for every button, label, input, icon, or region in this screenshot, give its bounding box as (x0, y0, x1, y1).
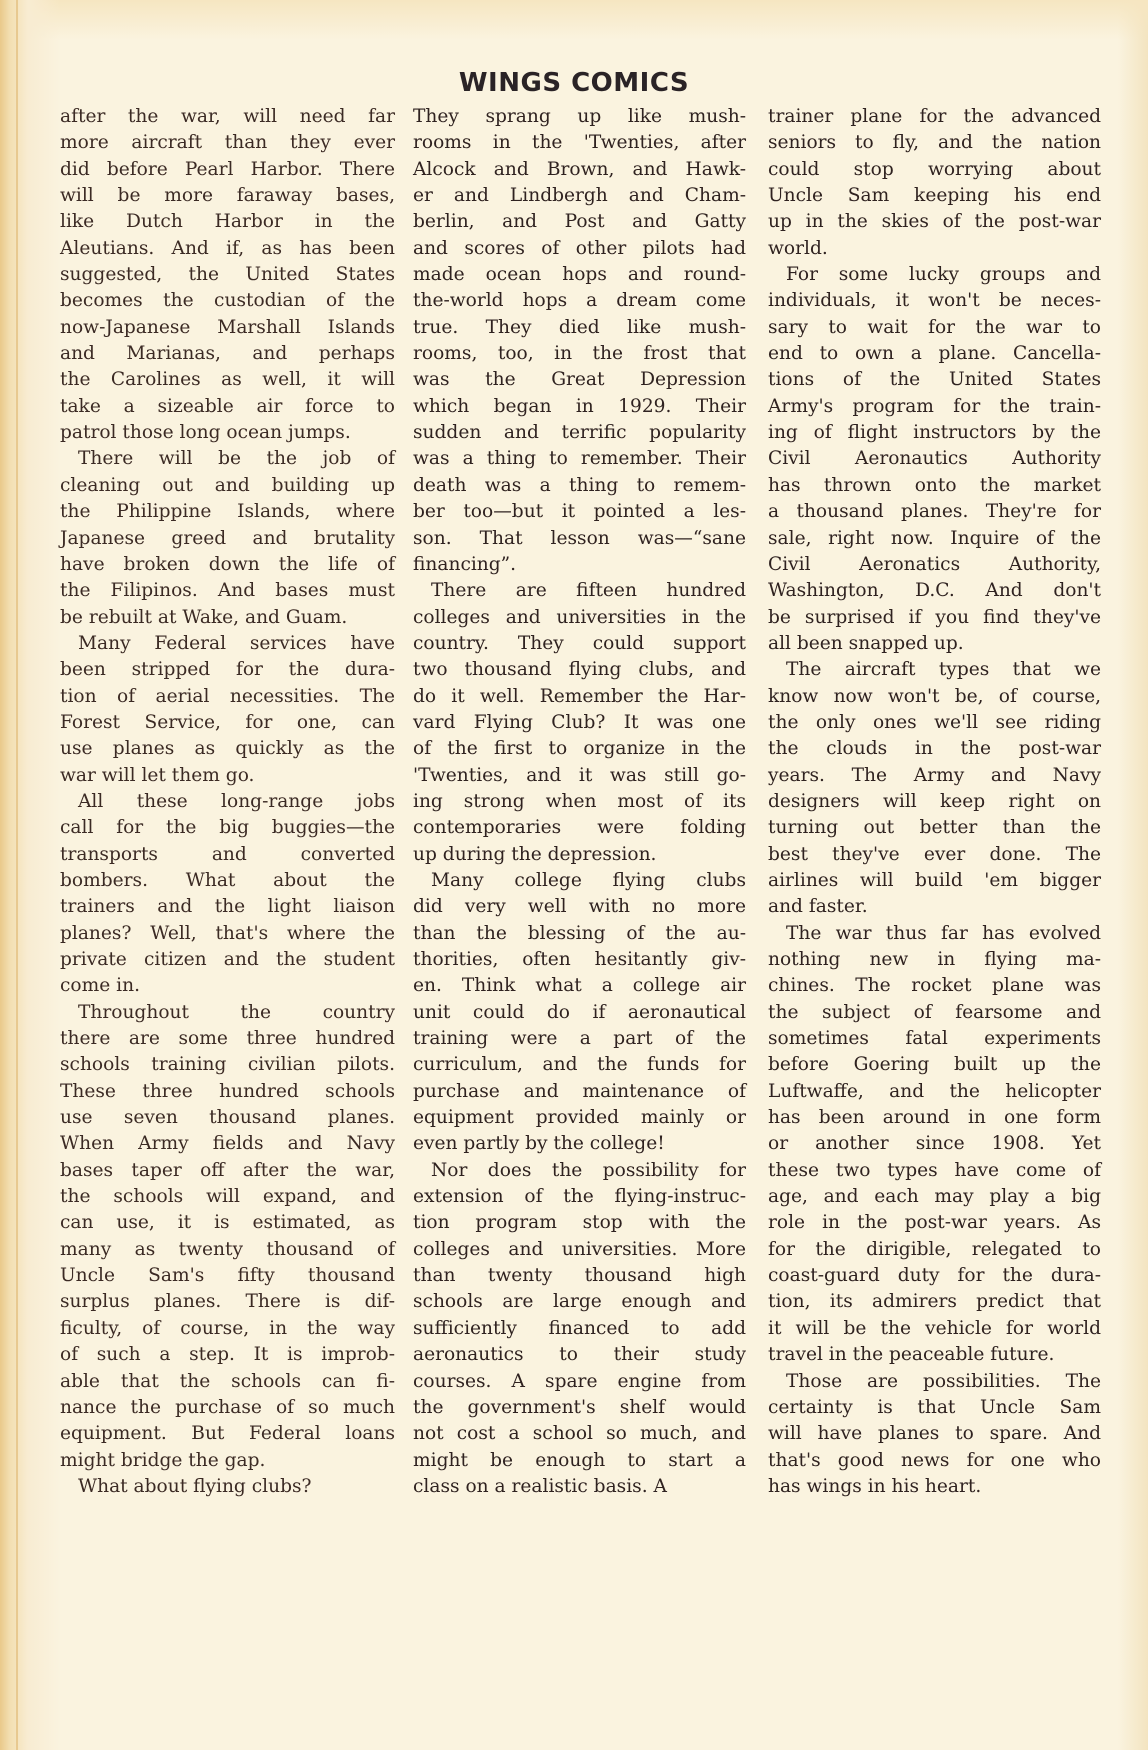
text-line: purchase and maintenance of (413, 1080, 746, 1102)
text-line: and faster. (768, 896, 868, 918)
text-line: has thrown onto the market (768, 474, 1101, 496)
text-line: Army's program for the train- (768, 395, 1101, 417)
text-line: equipment. But Federal loans (60, 1423, 395, 1445)
text-line: before Goering built up the (768, 1054, 1101, 1076)
text-line: schools training civilian pilots. (60, 1054, 395, 1076)
text-line: financing”. (413, 553, 517, 575)
text-line: individuals, it won't be neces- (768, 290, 1101, 312)
text-line: end to own a plane. Cancella- (768, 343, 1101, 365)
text-line: will have planes to spare. And (768, 1423, 1101, 1445)
article-column-left (60, 104, 395, 1500)
text-line: than the blessing of the au- (413, 922, 746, 944)
text-line: know now won't be, of course, (768, 685, 1101, 707)
text-line: extension of the flying-instruc- (413, 1186, 746, 1208)
text-line: now-Japanese Marshall Islands (60, 316, 395, 338)
text-line: contemporaries were folding (413, 817, 746, 839)
text-line: bases taper off after the war, (60, 1159, 395, 1181)
text-line: turning out better than the (768, 817, 1101, 839)
text-line: tion program stop with the (413, 1212, 746, 1234)
text-line: the clouds in the post-war (768, 738, 1101, 760)
text-line: cleaning out and building up (60, 474, 395, 496)
paragraph-first-line: There are fifteen hundred (431, 580, 746, 602)
text-line: courses. A spare engine from (413, 1370, 746, 1392)
text-line: These three hundred schools (60, 1080, 395, 1102)
text-line: has been around in one form (768, 1107, 1101, 1129)
text-line: the subject of fearsome and (768, 1001, 1101, 1023)
text-line: ficulty, of course, in the way (60, 1317, 395, 1339)
text-line: the schools will expand, and (60, 1186, 395, 1208)
text-line: certainty is that Uncle Sam (768, 1396, 1101, 1418)
text-line: did very well with no more (413, 896, 746, 918)
text-line: nance the purchase of so much (60, 1396, 395, 1418)
text-line: and scores of other pilots had (413, 237, 746, 259)
text-line: ing of flight instructors by the (768, 422, 1101, 444)
text-line: call for the big buggies—the (60, 817, 395, 839)
text-line: many as twenty thousand of (60, 1238, 395, 1260)
paragraph-first-line: For some lucky groups and (786, 264, 1101, 286)
text-line: sufficiently financed to add (413, 1317, 746, 1339)
text-line: chines. The rocket plane was (768, 975, 1101, 997)
text-line: of the first to organize in the (413, 738, 746, 760)
text-line: unit could do if aeronautical (413, 1001, 746, 1023)
text-line: can use, it is estimated, as (60, 1212, 395, 1234)
text-line: sale, right now. Inquire of the (768, 527, 1101, 549)
text-line: private citizen and the student (60, 949, 395, 970)
text-line: which began in 1929. Their (413, 395, 746, 417)
text-line: coast-guard duty for the dura- (768, 1265, 1101, 1287)
paragraph-first-line: Throughout the country (78, 1001, 395, 1023)
text-line: has wings in his heart. (768, 1475, 982, 1497)
text-line: could stop worrying about (768, 158, 1101, 180)
text-line: will be more faraway bases, (60, 185, 395, 207)
paragraph-first-line: Many college flying clubs (431, 869, 746, 891)
text-line: world. (768, 237, 828, 259)
text-line: come in. (60, 975, 140, 997)
text-line: use seven thousand planes. (60, 1107, 395, 1129)
article-column-middle (413, 104, 746, 1500)
text-line: that's good news for one who (768, 1449, 1101, 1471)
text-line: the Filipinos. And bases must (60, 580, 395, 602)
paragraph-first-line: Those are possibilities. The (786, 1370, 1101, 1392)
text-line: war will let them go. (60, 764, 255, 786)
text-line: true. They died like mush- (413, 316, 746, 338)
text-line: suggested, the United States (60, 264, 395, 286)
text-line: becomes the custodian of the (60, 290, 395, 312)
text-line: not cost a school so much, and (413, 1423, 746, 1445)
text-line: They sprang up like mush- (413, 106, 746, 127)
text-line: Alcock and Brown, and Hawk- (413, 158, 746, 180)
paragraph-first-line: There will be the job of (78, 448, 395, 470)
text-line: death was a thing to remem- (413, 474, 746, 496)
text-line: schools are large enough and (413, 1291, 746, 1313)
text-line: curriculum, and the funds for (413, 1054, 746, 1076)
text-line: Forest Service, for one, can (60, 711, 395, 733)
text-line: equipment provided mainly or (413, 1107, 746, 1129)
text-line: a thousand planes. They're for (768, 501, 1101, 523)
text-line: Aleutians. And if, as has been (60, 237, 395, 259)
text-line: do it well. Remember the Har- (413, 685, 746, 707)
text-line: take a sizeable air force to (60, 395, 395, 417)
page-binding-edge (16, 0, 18, 1750)
text-line: after the war, will need far (60, 106, 395, 127)
text-line: age, and each may play a big (768, 1186, 1101, 1208)
text-line: the only ones we'll see riding (768, 711, 1101, 733)
text-line: 'Twenties, and it was still go- (413, 764, 746, 786)
text-line: best they've ever done. The (768, 843, 1101, 865)
text-line: role in the post-war years. As (768, 1212, 1101, 1234)
text-line: have broken down the life of (60, 553, 395, 575)
text-line: the-world hops a dream come (413, 290, 746, 312)
text-line: Washington, D.C. And don't (768, 580, 1101, 602)
text-line: or another since 1908. Yet (768, 1133, 1101, 1155)
text-line: up in the skies of the post-war (768, 211, 1101, 233)
paragraph-first-line: All these long-range jobs (78, 790, 395, 812)
text-line: rooms in the 'Twenties, after (413, 132, 746, 154)
text-line: like Dutch Harbor in the (60, 211, 395, 233)
text-line: thorities, often hesitantly giv- (413, 949, 746, 970)
text-line: When Army fields and Navy (60, 1133, 395, 1155)
text-line: up during the depression. (413, 843, 657, 865)
text-line: travel in the peaceable future. (768, 1344, 1055, 1366)
paragraph-first-line: Many Federal services have (78, 632, 395, 654)
text-line: country. They could support (413, 632, 746, 654)
text-line: sometimes fatal experiments (768, 1028, 1101, 1050)
text-line: more aircraft than they ever (60, 132, 395, 154)
text-line: might bridge the gap. (60, 1449, 266, 1471)
text-line: sudden and terrific popularity (413, 422, 746, 444)
text-line: the Carolines as well, it will (60, 369, 395, 391)
text-line: ing strong when most of its (413, 790, 746, 812)
text-line: sary to wait for the war to (768, 316, 1101, 338)
text-line: Luftwaffe, and the helicopter (768, 1080, 1101, 1102)
text-line: Uncle Sam's fifty thousand (60, 1265, 395, 1287)
text-line: than twenty thousand high (413, 1265, 746, 1287)
text-line: rooms, too, in the frost that (413, 343, 746, 365)
text-line: bombers. What about the (60, 869, 395, 891)
text-line: the Philippine Islands, where (60, 501, 395, 523)
article-column-right (768, 104, 1101, 1500)
text-line: be surprised if you find they've (768, 606, 1101, 628)
text-line: it will be the vehicle for world (768, 1317, 1101, 1339)
text-line: surplus planes. There is dif- (60, 1291, 395, 1313)
text-line: colleges and universities in the (413, 606, 746, 628)
text-line: the government's shelf would (413, 1396, 746, 1418)
text-line: Japanese greed and brutality (60, 527, 395, 549)
text-line: did before Pearl Harbor. There (60, 158, 395, 180)
text-line: was a thing to remember. Their (413, 448, 746, 470)
text-line: use planes as quickly as the (60, 738, 395, 760)
text-line: and Marianas, and perhaps (60, 343, 395, 365)
paragraph-first-line: The war thus far has evolved (786, 922, 1101, 944)
text-line: for the dirigible, relegated to (768, 1238, 1101, 1260)
text-line: aeronautics to their study (413, 1344, 746, 1366)
text-line: all been snapped up. (768, 632, 964, 654)
text-line: made ocean hops and round- (413, 264, 746, 286)
text-line: nothing new in flying ma- (768, 949, 1101, 970)
text-line: two thousand flying clubs, and (413, 659, 746, 681)
text-line: vard Flying Club? It was one (413, 711, 746, 733)
text-line: been stripped for the dura- (60, 659, 395, 681)
text-line: training were a part of the (413, 1028, 746, 1050)
text-line: these two types have come of (768, 1159, 1101, 1181)
text-line: tions of the United States (768, 369, 1101, 391)
text-line: seniors to fly, and the nation (768, 132, 1101, 154)
text-line: might be enough to start a (413, 1449, 746, 1471)
text-line: er and Lindbergh and Cham- (413, 185, 746, 207)
text-line: berlin, and Post and Gatty (413, 211, 746, 233)
text-line: Civil Aeronautics Authority (768, 448, 1101, 470)
text-line: patrol those long ocean jumps. (60, 422, 351, 444)
text-line: Uncle Sam keeping his end (768, 185, 1101, 207)
text-line: en. Think what a college air (413, 975, 746, 997)
text-line: airlines will build 'em bigger (768, 869, 1101, 891)
text-line: there are some three hundred (60, 1028, 395, 1050)
text-line: trainer plane for the advanced (768, 106, 1101, 127)
text-line: class on a realistic basis. A (413, 1475, 667, 1497)
text-line: Civil Aeronatics Authority, (768, 553, 1101, 575)
page-title: WINGS COMICS (458, 68, 690, 98)
text-line: even partly by the college! (413, 1133, 665, 1155)
text-line: transports and converted (60, 843, 395, 865)
text-line: son. That lesson was—“sane (413, 527, 746, 549)
paragraph-first-line: The aircraft types that we (786, 659, 1101, 681)
text-line: of such a step. It is improb- (60, 1344, 395, 1366)
text-line: tion, its admirers predict that (768, 1291, 1101, 1313)
text-line: able that the schools can fi- (60, 1370, 395, 1392)
text-line: was the Great Depression (413, 369, 746, 391)
text-line: tion of aerial necessities. The (60, 685, 395, 707)
text-line: designers will keep right on (768, 790, 1101, 812)
text-line: colleges and universities. More (413, 1238, 746, 1260)
paragraph-first-line: What about flying clubs? (78, 1475, 312, 1497)
text-line: be rebuilt at Wake, and Guam. (60, 606, 348, 628)
text-line: planes? Well, that's where the (60, 922, 395, 944)
text-line: trainers and the light liaison (60, 896, 395, 918)
paragraph-first-line: Nor does the possibility for (431, 1159, 746, 1181)
text-line: ber too—but it pointed a les- (413, 501, 746, 523)
text-line: years. The Army and Navy (768, 764, 1101, 786)
